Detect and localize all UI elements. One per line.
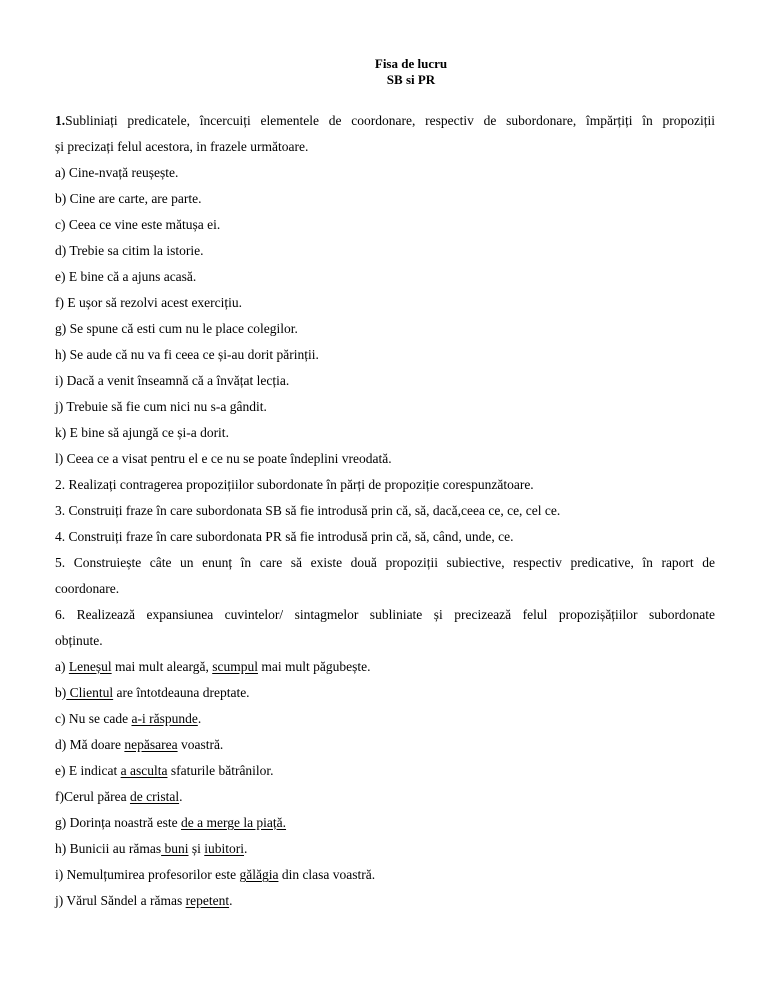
exercise-6: 6. Realizează expansiunea cuvintelor/ sintagmelor subliniate și precizează felul propozișățiilor subordonate	[55, 607, 715, 622]
exercise-1-item: h) Se aude că nu va fi ceea ce și-au dorit părinții.	[55, 347, 319, 362]
item-text: sfaturile bătrânilor.	[167, 763, 274, 778]
underlined-phrase: nepăsarea	[124, 737, 178, 752]
item-text: h) Bunicii au rămas	[55, 841, 162, 856]
exercise-6-item	[55, 654, 715, 680]
item-text: b)	[55, 685, 67, 700]
underlined-phrase: iubitori	[204, 841, 245, 856]
exercise-1-item: l) Ceea ce a visat pentru el e ce nu se poate îndeplini vreodată.	[55, 451, 392, 466]
item-text: g) Dorința noastră este	[55, 815, 181, 830]
item-text: c) Nu se cade	[55, 711, 132, 726]
exercise-6-item	[55, 706, 715, 732]
underlined-phrase: repetent	[185, 893, 230, 908]
item-text: mai mult păgubește.	[257, 659, 371, 674]
exercise-1-instruction: 1.Subliniați predicatele, încercuiți elementele de coordonare, respectiv de subordonare, împărțiți în propoziții	[55, 113, 715, 128]
item-text: .	[229, 893, 233, 908]
item-text: și	[188, 841, 205, 856]
exercise-1-instruction-cont: și precizați felul acestora, in frazele următoare.	[55, 139, 309, 154]
exercise-6-item	[55, 680, 715, 706]
exercise-6-item	[55, 732, 715, 758]
underlined-phrase: Clientul	[66, 685, 114, 700]
exercise-1-items	[55, 160, 715, 472]
underlined-phrase: buni	[161, 841, 189, 856]
exercise-1-item: i) Dacă a venit înseamnă că a învățat lecția.	[55, 373, 290, 388]
exercise-1-item: c) Ceea ce vine este mătușa ei.	[55, 217, 221, 232]
exercise-6-item	[55, 784, 715, 810]
exercise-1-item: f) E ușor să rezolvi acest exercițiu.	[55, 295, 243, 310]
exercise-5-cont: coordonare.	[55, 581, 120, 596]
underlined-phrase: a asculta	[120, 763, 168, 778]
underlined-phrase: a-i răspunde	[131, 711, 198, 726]
item-text: .	[244, 841, 248, 856]
exercise-6-item	[55, 862, 715, 888]
item-text: j) Vărul Săndel a rămas	[55, 893, 186, 908]
item-text: .	[197, 711, 202, 726]
exercise-5: 5. Construiește câte un enunț în care să existe două propoziții subiective, respectiv predicative, în raport de	[55, 555, 715, 570]
exercise-1-item: k) E bine să ajungă ce și-a dorit.	[55, 425, 229, 440]
item-text: d) Mă doare	[55, 737, 125, 752]
exercise-1-number: 1.	[55, 113, 66, 128]
exercise-1-item: b) Cine are carte, are parte.	[55, 191, 202, 206]
exercise-1-item: e) E bine că a ajuns acasă.	[55, 269, 197, 284]
item-text: din clasa voastră.	[278, 867, 376, 882]
item-text: .	[179, 789, 183, 804]
exercise-1-item: a) Cine-nvață reușește.	[55, 165, 179, 180]
exercise-6-items	[55, 654, 715, 914]
exercise-6-item	[55, 810, 715, 836]
item-text: voastră.	[177, 737, 224, 752]
worksheet-title: Fisa de lucru	[374, 56, 448, 71]
item-text: e) E indicat	[55, 763, 121, 778]
item-text: i) Nemulțumirea profesorilor este	[55, 867, 240, 882]
exercise-6-item	[55, 836, 715, 862]
underlined-phrase: gălăgia	[239, 867, 279, 882]
exercise-3: 3. Construiți fraze în care subordonata SB să fie introdusă prin că, să, dacă,ceea ce, ce, cel ce.	[55, 503, 561, 518]
underlined-phrase: Leneșul	[68, 659, 112, 674]
exercise-4: 4. Construiți fraze în care subordonata PR să fie introdusă prin că, să, când, unde, ce.	[55, 529, 514, 544]
item-text: mai mult aleargă,	[111, 659, 213, 674]
exercise-1-item: j) Trebuie să fie cum nici nu s-a gândit.	[55, 399, 267, 414]
worksheet-page	[55, 56, 715, 914]
exercise-6-item	[55, 888, 715, 914]
item-text: a)	[55, 659, 69, 674]
exercise-1-item: g) Se spune că esti cum nu le place colegilor.	[55, 321, 298, 336]
exercise-6-item	[55, 758, 715, 784]
exercise-2: 2. Realizați contragerea propozițiilor subordonate în părți de propoziție corespunzătoare.	[55, 477, 534, 492]
exercise-6-cont: obținute.	[55, 633, 103, 648]
underlined-phrase: de cristal	[129, 789, 180, 804]
worksheet-subtitle: SB si PR	[386, 72, 436, 87]
underlined-phrase: de a merge la piață.	[180, 815, 287, 830]
underlined-phrase: scumpul	[212, 659, 258, 674]
item-text: f)Cerul părea	[55, 789, 130, 804]
item-text: are întotdeauna dreptate.	[113, 685, 250, 700]
exercise-1-item: d) Trebie sa citim la istorie.	[55, 243, 204, 258]
